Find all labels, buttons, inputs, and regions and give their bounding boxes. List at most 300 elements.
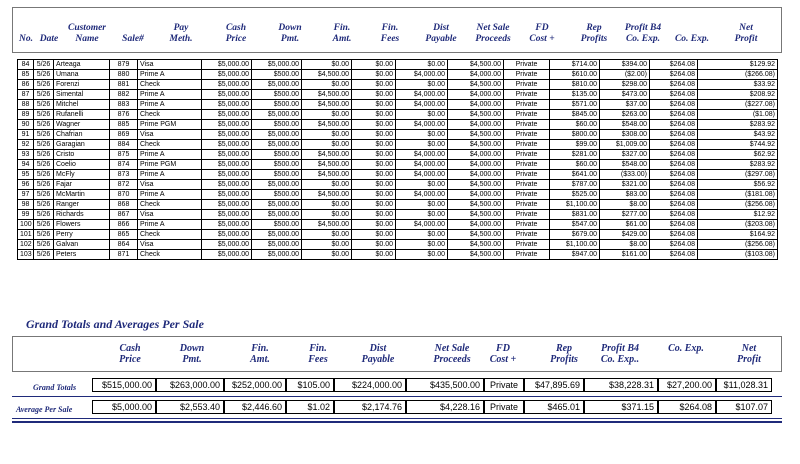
table-cell: $43.92 bbox=[698, 130, 778, 140]
table-cell: 89 bbox=[18, 110, 34, 120]
table-cell: 5/26 bbox=[34, 140, 54, 150]
table-cell: $0.00 bbox=[396, 60, 448, 70]
table-row bbox=[18, 70, 778, 80]
table-cell: $4,500.00 bbox=[448, 180, 504, 190]
grand-total-cell: $515,000.00 bbox=[92, 378, 156, 392]
table-cell: $99.00 bbox=[550, 140, 600, 150]
table-cell: $5,000.00 bbox=[252, 60, 302, 70]
table-cell: $4,500.00 bbox=[448, 60, 504, 70]
table-cell: $473.00 bbox=[600, 90, 650, 100]
table-cell: Private bbox=[504, 240, 550, 250]
table-cell: $0.00 bbox=[352, 120, 396, 130]
table-row bbox=[18, 220, 778, 230]
table-cell: Check bbox=[138, 200, 202, 210]
table-cell: $164.92 bbox=[698, 230, 778, 240]
table-cell: 5/26 bbox=[34, 150, 54, 160]
table-cell: $714.00 bbox=[550, 60, 600, 70]
table-cell: $8.00 bbox=[600, 200, 650, 210]
table-cell: $0.00 bbox=[302, 200, 352, 210]
grand-totals-title: Grand Totals and Averages Per Sale bbox=[26, 317, 204, 331]
table-cell: 884 bbox=[110, 140, 138, 150]
table-row bbox=[18, 140, 778, 150]
table-cell: $4,000.00 bbox=[448, 100, 504, 110]
table-cell: $61.00 bbox=[600, 220, 650, 230]
table-cell: $264.08 bbox=[650, 80, 698, 90]
table-cell: $56.92 bbox=[698, 180, 778, 190]
divider bbox=[12, 396, 782, 397]
grand-header: Co. Exp. bbox=[668, 343, 704, 354]
table-cell: $0.00 bbox=[352, 160, 396, 170]
table-cell: $500.00 bbox=[252, 70, 302, 80]
table-row bbox=[18, 80, 778, 90]
table-cell: $264.08 bbox=[650, 210, 698, 220]
table-cell: $5,000.00 bbox=[202, 110, 252, 120]
table-cell: $4,500.00 bbox=[302, 70, 352, 80]
table-cell: Arteaga bbox=[54, 60, 110, 70]
table-cell: $4,500.00 bbox=[448, 200, 504, 210]
table-cell: $5,000.00 bbox=[252, 210, 302, 220]
table-cell: $264.08 bbox=[650, 130, 698, 140]
table-cell: $4,500.00 bbox=[302, 170, 352, 180]
hdr-customer-header: Customer Name bbox=[67, 23, 106, 44]
table-cell: $4,000.00 bbox=[396, 160, 448, 170]
table-cell: $5,000.00 bbox=[202, 200, 252, 210]
table-row bbox=[18, 150, 778, 160]
grand-header: Fin. Amt. bbox=[250, 343, 270, 365]
table-cell: 98 bbox=[18, 200, 34, 210]
table-cell: McMartin bbox=[54, 190, 110, 200]
table-cell: Check bbox=[138, 140, 202, 150]
table-row bbox=[18, 130, 778, 140]
table-cell: 91 bbox=[18, 130, 34, 140]
table-cell: 5/26 bbox=[34, 120, 54, 130]
table-cell: 5/26 bbox=[34, 250, 54, 260]
table-row bbox=[18, 230, 778, 240]
average-cell: $2,553.40 bbox=[156, 400, 224, 414]
table-cell: ($227.08) bbox=[698, 100, 778, 110]
table-cell: Cristo bbox=[54, 150, 110, 160]
table-cell: Prime PGM bbox=[138, 120, 202, 130]
table-cell: $500.00 bbox=[252, 100, 302, 110]
table-cell: Private bbox=[504, 170, 550, 180]
table-cell: Private bbox=[504, 80, 550, 90]
average-cell: $264.08 bbox=[658, 400, 716, 414]
table-cell: 867 bbox=[110, 210, 138, 220]
table-cell: $0.00 bbox=[396, 200, 448, 210]
table-cell: $0.00 bbox=[352, 230, 396, 240]
table-cell: 99 bbox=[18, 210, 34, 220]
table-cell: $264.08 bbox=[650, 160, 698, 170]
table-cell: 873 bbox=[110, 170, 138, 180]
table-cell: Private bbox=[504, 230, 550, 240]
table-cell: $5,000.00 bbox=[252, 130, 302, 140]
table-cell: $0.00 bbox=[302, 130, 352, 140]
table-cell: $1,100.00 bbox=[550, 200, 600, 210]
table-row bbox=[18, 200, 778, 210]
table-cell: $0.00 bbox=[302, 80, 352, 90]
table-cell: 87 bbox=[18, 90, 34, 100]
hdr-profitb4-header: Profit B4 Co. Exp. bbox=[624, 23, 662, 44]
table-cell: 868 bbox=[110, 200, 138, 210]
grand-header: Net Sale Proceeds bbox=[433, 343, 471, 365]
table-cell: $5,000.00 bbox=[202, 80, 252, 90]
table-cell: $5,000.00 bbox=[252, 250, 302, 260]
table-cell: Forenzi bbox=[54, 80, 110, 90]
table-cell: $4,000.00 bbox=[448, 120, 504, 130]
table-cell: $4,500.00 bbox=[448, 250, 504, 260]
average-cell: $5,000.00 bbox=[92, 400, 156, 414]
table-cell: $679.00 bbox=[550, 230, 600, 240]
table-cell: $283.92 bbox=[698, 120, 778, 130]
table-cell: Private bbox=[504, 150, 550, 160]
table-cell: 5/26 bbox=[34, 230, 54, 240]
table-cell: 5/26 bbox=[34, 170, 54, 180]
table-cell: $0.00 bbox=[352, 60, 396, 70]
table-cell: 5/26 bbox=[34, 100, 54, 110]
table-cell: Flowers bbox=[54, 220, 110, 230]
table-cell: $33.92 bbox=[698, 80, 778, 90]
table-cell: $5,000.00 bbox=[202, 60, 252, 70]
table-row bbox=[18, 160, 778, 170]
table-cell: 5/26 bbox=[34, 220, 54, 230]
table-cell: $4,500.00 bbox=[302, 190, 352, 200]
table-cell: $0.00 bbox=[302, 180, 352, 190]
table-cell: Private bbox=[504, 100, 550, 110]
table-cell: 5/26 bbox=[34, 200, 54, 210]
table-cell: ($297.08) bbox=[698, 170, 778, 180]
table-cell: $5,000.00 bbox=[202, 220, 252, 230]
table-cell: $264.08 bbox=[650, 110, 698, 120]
table-cell: $0.00 bbox=[352, 130, 396, 140]
grand-total-cell: $224,000.00 bbox=[334, 378, 406, 392]
table-cell: Mitchel bbox=[54, 100, 110, 110]
table-cell: 5/26 bbox=[34, 210, 54, 220]
table-cell: Visa bbox=[138, 240, 202, 250]
table-cell: $4,500.00 bbox=[302, 100, 352, 110]
table-cell: 883 bbox=[110, 100, 138, 110]
table-cell: $135.00 bbox=[550, 90, 600, 100]
table-cell: $610.00 bbox=[550, 70, 600, 80]
table-cell: $4,000.00 bbox=[396, 100, 448, 110]
table-cell: $4,500.00 bbox=[448, 230, 504, 240]
table-cell: $5,000.00 bbox=[202, 150, 252, 160]
table-cell: $0.00 bbox=[302, 230, 352, 240]
table-cell: $4,500.00 bbox=[302, 120, 352, 130]
table-cell: Coelio bbox=[54, 160, 110, 170]
table-cell: $264.08 bbox=[650, 240, 698, 250]
table-cell: $4,500.00 bbox=[302, 220, 352, 230]
table-cell: 879 bbox=[110, 60, 138, 70]
table-cell: 5/26 bbox=[34, 190, 54, 200]
average-cell: $4,228.16 bbox=[406, 400, 484, 414]
table-cell: $129.92 bbox=[698, 60, 778, 70]
table-cell: $548.00 bbox=[600, 160, 650, 170]
table-row bbox=[18, 100, 778, 110]
table-cell: $60.00 bbox=[550, 120, 600, 130]
table-cell: $4,000.00 bbox=[396, 220, 448, 230]
table-cell: Private bbox=[504, 250, 550, 260]
table-cell: Prime A bbox=[138, 190, 202, 200]
table-cell: $500.00 bbox=[252, 170, 302, 180]
divider bbox=[12, 421, 782, 423]
table-cell: $4,000.00 bbox=[448, 220, 504, 230]
table-cell: $0.00 bbox=[302, 210, 352, 220]
hdr-net-header: Net Profit bbox=[734, 23, 758, 44]
table-cell: $4,000.00 bbox=[396, 170, 448, 180]
table-cell: $571.00 bbox=[550, 100, 600, 110]
table-cell: Fajar bbox=[54, 180, 110, 190]
table-cell: 5/26 bbox=[34, 60, 54, 70]
table-cell: 90 bbox=[18, 120, 34, 130]
table-cell: 864 bbox=[110, 240, 138, 250]
table-cell: 869 bbox=[110, 130, 138, 140]
table-cell: $0.00 bbox=[352, 70, 396, 80]
table-cell: $500.00 bbox=[252, 220, 302, 230]
table-cell: $429.00 bbox=[600, 230, 650, 240]
table-cell: $4,500.00 bbox=[448, 240, 504, 250]
table-cell: $0.00 bbox=[352, 150, 396, 160]
table-cell: 5/26 bbox=[34, 160, 54, 170]
table-cell: $0.00 bbox=[352, 100, 396, 110]
table-cell: $5,000.00 bbox=[252, 240, 302, 250]
hdr-fd-header: FD Cost + bbox=[529, 23, 555, 44]
table-cell: $264.08 bbox=[650, 250, 698, 260]
table-cell: Prime A bbox=[138, 70, 202, 80]
table-cell: 96 bbox=[18, 180, 34, 190]
table-cell: $4,500.00 bbox=[302, 150, 352, 160]
table-cell: $264.08 bbox=[650, 120, 698, 130]
table-cell: $500.00 bbox=[252, 190, 302, 200]
table-cell: $4,000.00 bbox=[448, 90, 504, 100]
table-cell: $264.08 bbox=[650, 140, 698, 150]
hdr-cash-header: Cash Price bbox=[225, 23, 247, 44]
table-cell: $5,000.00 bbox=[252, 140, 302, 150]
grand-header: Net Profit bbox=[737, 343, 761, 365]
table-cell: $4,000.00 bbox=[396, 150, 448, 160]
table-cell: $831.00 bbox=[550, 210, 600, 220]
table-cell: $547.00 bbox=[550, 220, 600, 230]
table-cell: 93 bbox=[18, 150, 34, 160]
table-cell: $0.00 bbox=[396, 130, 448, 140]
table-row bbox=[18, 190, 778, 200]
table-cell: $264.08 bbox=[650, 220, 698, 230]
table-cell: $787.00 bbox=[550, 180, 600, 190]
table-cell: Private bbox=[504, 160, 550, 170]
table-cell: $12.92 bbox=[698, 210, 778, 220]
grand-total-cell: $47,895.69 bbox=[524, 378, 584, 392]
table-cell: Check bbox=[138, 250, 202, 260]
table-cell: Prime A bbox=[138, 90, 202, 100]
table-cell: $500.00 bbox=[252, 160, 302, 170]
table-cell: $0.00 bbox=[352, 90, 396, 100]
table-cell: $4,000.00 bbox=[396, 70, 448, 80]
table-cell: Ranger bbox=[54, 200, 110, 210]
hdr-sale-header: Sale# bbox=[122, 34, 144, 44]
table-cell: $5,000.00 bbox=[252, 110, 302, 120]
table-cell: $4,000.00 bbox=[448, 150, 504, 160]
hdr-dist-header: Dist Payable bbox=[425, 23, 457, 44]
table-cell: 880 bbox=[110, 70, 138, 80]
table-cell: 95 bbox=[18, 170, 34, 180]
table-cell: 866 bbox=[110, 220, 138, 230]
table-cell: $0.00 bbox=[302, 250, 352, 260]
table-cell: $4,000.00 bbox=[448, 160, 504, 170]
table-cell: ($103.08) bbox=[698, 250, 778, 260]
average-cell: $465.01 bbox=[524, 400, 584, 414]
grand-header: Rep Profits bbox=[550, 343, 578, 365]
table-row bbox=[18, 240, 778, 250]
grand-total-cell: $11,028.31 bbox=[716, 378, 772, 392]
table-cell: Private bbox=[504, 90, 550, 100]
table-cell: Check bbox=[138, 80, 202, 90]
table-cell: $5,000.00 bbox=[202, 130, 252, 140]
table-cell: $5,000.00 bbox=[252, 180, 302, 190]
table-cell: $5,000.00 bbox=[202, 230, 252, 240]
table-cell: Private bbox=[504, 180, 550, 190]
table-cell: 876 bbox=[110, 110, 138, 120]
table-cell: $5,000.00 bbox=[252, 200, 302, 210]
table-cell: Visa bbox=[138, 180, 202, 190]
table-cell: Peters bbox=[54, 250, 110, 260]
table-cell: $0.00 bbox=[352, 220, 396, 230]
table-cell: Visa bbox=[138, 210, 202, 220]
table-cell: $500.00 bbox=[252, 150, 302, 160]
table-cell: Check bbox=[138, 230, 202, 240]
table-cell: $5,000.00 bbox=[202, 240, 252, 250]
average-cell: $371.15 bbox=[584, 400, 658, 414]
table-cell: $0.00 bbox=[352, 240, 396, 250]
table-cell: Visa bbox=[138, 130, 202, 140]
grand-total-cell: $263,000.00 bbox=[156, 378, 224, 392]
table-cell: Galvan bbox=[54, 240, 110, 250]
table-cell: 865 bbox=[110, 230, 138, 240]
grand-total-cell: $435,500.00 bbox=[406, 378, 484, 392]
table-cell: ($33.00) bbox=[600, 170, 650, 180]
hdr-down-header: Down Pmt. bbox=[278, 23, 302, 44]
table-cell: $800.00 bbox=[550, 130, 600, 140]
average-cell: $1.02 bbox=[286, 400, 334, 414]
table-cell: $5,000.00 bbox=[202, 90, 252, 100]
table-cell: $0.00 bbox=[352, 250, 396, 260]
table-cell: 5/26 bbox=[34, 240, 54, 250]
table-cell: $37.00 bbox=[600, 100, 650, 110]
table-cell: $0.00 bbox=[302, 110, 352, 120]
table-cell: $62.92 bbox=[698, 150, 778, 160]
table-cell: $548.00 bbox=[600, 120, 650, 130]
table-cell: $0.00 bbox=[352, 110, 396, 120]
table-cell: $500.00 bbox=[252, 120, 302, 130]
table-cell: 871 bbox=[110, 250, 138, 260]
table-cell: 86 bbox=[18, 80, 34, 90]
average-per-sale-label: Average Per Sale bbox=[16, 405, 73, 414]
table-cell: $264.08 bbox=[650, 60, 698, 70]
table-cell: $264.08 bbox=[650, 100, 698, 110]
table-cell: Private bbox=[504, 70, 550, 80]
table-cell: Simental bbox=[54, 90, 110, 100]
table-cell: $0.00 bbox=[396, 80, 448, 90]
table-cell: Private bbox=[504, 110, 550, 120]
table-cell: Private bbox=[504, 190, 550, 200]
table-row bbox=[18, 210, 778, 220]
table-cell: 882 bbox=[110, 90, 138, 100]
table-cell: $327.00 bbox=[600, 150, 650, 160]
table-cell: $4,000.00 bbox=[448, 170, 504, 180]
table-cell: 881 bbox=[110, 80, 138, 90]
table-cell: $0.00 bbox=[396, 180, 448, 190]
table-cell: $264.08 bbox=[650, 200, 698, 210]
table-cell: $0.00 bbox=[352, 190, 396, 200]
table-cell: $281.00 bbox=[550, 150, 600, 160]
table-cell: $0.00 bbox=[396, 240, 448, 250]
table-cell: $0.00 bbox=[302, 140, 352, 150]
table-cell: 5/26 bbox=[34, 180, 54, 190]
table-cell: Prime A bbox=[138, 150, 202, 160]
table-cell: $947.00 bbox=[550, 250, 600, 260]
table-cell: 874 bbox=[110, 160, 138, 170]
table-cell: $5,000.00 bbox=[202, 180, 252, 190]
table-cell: $0.00 bbox=[396, 230, 448, 240]
table-cell: Prime PGM bbox=[138, 160, 202, 170]
table-cell: $0.00 bbox=[396, 140, 448, 150]
table-cell: $298.00 bbox=[600, 80, 650, 90]
table-cell: 875 bbox=[110, 150, 138, 160]
grand-header: Dist Payable bbox=[361, 343, 395, 365]
table-cell: $744.92 bbox=[698, 140, 778, 150]
table-cell: $264.08 bbox=[650, 70, 698, 80]
table-cell: 5/26 bbox=[34, 110, 54, 120]
table-cell: $4,500.00 bbox=[448, 210, 504, 220]
table-cell: $4,500.00 bbox=[302, 90, 352, 100]
table-cell: 84 bbox=[18, 60, 34, 70]
table-cell: $264.08 bbox=[650, 150, 698, 160]
hdr-finfees-header: Fin. Fees bbox=[380, 23, 400, 44]
table-cell: Richards bbox=[54, 210, 110, 220]
table-cell: $5,000.00 bbox=[252, 80, 302, 90]
table-cell: $264.08 bbox=[650, 90, 698, 100]
table-cell: $0.00 bbox=[352, 80, 396, 90]
table-cell: $4,000.00 bbox=[448, 190, 504, 200]
table-cell: Private bbox=[504, 140, 550, 150]
table-cell: $0.00 bbox=[352, 200, 396, 210]
table-cell: Visa bbox=[138, 60, 202, 70]
table-cell: $5,000.00 bbox=[202, 170, 252, 180]
table-cell: Chafrian bbox=[54, 130, 110, 140]
table-cell: $4,500.00 bbox=[448, 130, 504, 140]
table-cell: $264.08 bbox=[650, 170, 698, 180]
table-cell: ($256.08) bbox=[698, 200, 778, 210]
table-cell: Private bbox=[504, 60, 550, 70]
table-cell: $4,500.00 bbox=[448, 140, 504, 150]
hdr-finamt-header: Fin. Amt. bbox=[332, 23, 352, 44]
table-cell: $4,000.00 bbox=[448, 70, 504, 80]
table-cell: 100 bbox=[18, 220, 34, 230]
table-cell: 103 bbox=[18, 250, 34, 260]
table-cell: $8.00 bbox=[600, 240, 650, 250]
hdr-netsale-header: Net Sale Proceeds bbox=[475, 23, 511, 44]
table-cell: ($266.08) bbox=[698, 70, 778, 80]
table-cell: $60.00 bbox=[550, 160, 600, 170]
table-cell: Private bbox=[504, 220, 550, 230]
grand-total-cell: $252,000.00 bbox=[224, 378, 286, 392]
table-cell: 872 bbox=[110, 180, 138, 190]
table-cell: $5,000.00 bbox=[202, 160, 252, 170]
table-cell: $5,000.00 bbox=[252, 230, 302, 240]
hdr-pay-header: Pay Meth. bbox=[169, 23, 193, 44]
grand-header: FD Cost + bbox=[489, 343, 517, 365]
sales-table bbox=[17, 59, 778, 260]
table-cell: Umana bbox=[54, 70, 110, 80]
table-cell: $5,000.00 bbox=[202, 250, 252, 260]
